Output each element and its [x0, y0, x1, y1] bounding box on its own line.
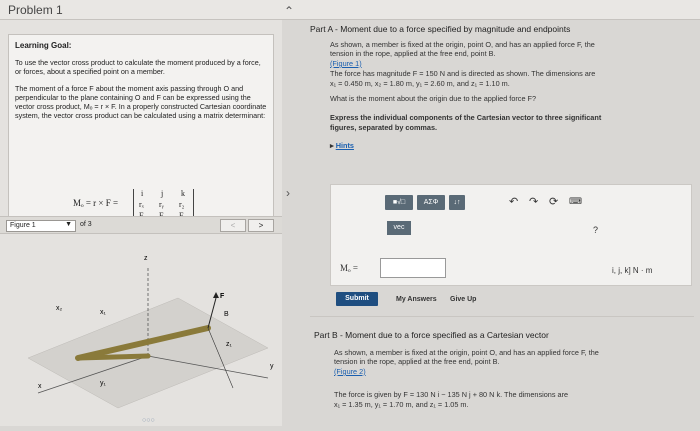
greek-symbols-button[interactable]: AΣΦ — [417, 195, 445, 210]
y1-label: y₁ — [100, 380, 106, 387]
redo-icon[interactable]: ↷ — [529, 196, 539, 208]
partA-instruction-1: Express the individual components of the Cartesian vector to three significant — [330, 113, 602, 122]
partB-title: Part B - Moment due to a force specified as a Cartesian vector — [314, 330, 549, 340]
matrix-cell: rₓ — [139, 200, 144, 209]
figure-select-value: Figure 1 — [10, 222, 36, 229]
keyboard-icon[interactable]: ⌨ — [569, 196, 582, 206]
partA-line3: The force has magnitude F = 150 N and is directed as shown. The dimensions are — [330, 69, 596, 78]
submit-button[interactable]: Submit — [336, 292, 378, 306]
learning-goal-heading: Learning Goal: — [15, 41, 72, 50]
partB-line3: The force is given by F = 130 N i − 135 N j + 80 N k. The dimensions are — [334, 390, 569, 399]
partB-line4: x₁ = 1.35 m, y₁ = 1.70 m, and z₁ = 1.05 m. — [334, 400, 469, 409]
learning-goal-box — [8, 34, 274, 224]
subscript-button[interactable]: ↓↑ — [449, 195, 465, 210]
collapse-up-icon[interactable]: ⌃ — [284, 4, 295, 18]
give-up-link[interactable]: Give Up — [450, 296, 477, 303]
force-arrow-head — [213, 292, 219, 298]
partA-line2: tension in the rope, applied at the free end, point B. — [330, 49, 496, 58]
answer-units: i, j, k] N · m — [612, 266, 653, 275]
moment-explanation: The moment of a force F about the moment axis passing through O and perpendicular to the plane containing O and F can be expressed using the vector cross product, Mₒ = r × F. In a properly constructed Cartesian coordinate system, the vector cross product can be calculated using a matrix determinant: — [15, 84, 267, 120]
hints-toggle[interactable] — [330, 141, 354, 150]
member-base — [78, 356, 148, 358]
pagination-dots[interactable]: ○○○ — [142, 417, 155, 424]
answer-input[interactable] — [380, 258, 446, 278]
next-figure-button[interactable]: > — [248, 219, 274, 232]
B-label: B — [224, 311, 229, 318]
y-label: y — [270, 363, 274, 370]
partA-line4: x₁ = 0.450 m, x₂ = 1.80 m, y₁ = 2.60 m, and z₁ = 1.10 m. — [330, 79, 510, 88]
z1-label: z₁ — [226, 341, 232, 348]
problem-figure — [8, 238, 278, 426]
reset-icon[interactable]: ⟳ — [549, 196, 559, 208]
problem-title: Problem 1 — [8, 3, 63, 17]
figure-select[interactable] — [6, 220, 76, 232]
x2-label: x₂ — [56, 305, 63, 312]
problem-header — [0, 0, 700, 20]
matrix-lhs: Mₒ = r × F = — [73, 198, 119, 208]
partB-line1: As shown, a member is fixed at the origin, point O, and has an applied force F, the — [334, 348, 599, 357]
hints-arrow-icon: ▸ — [330, 141, 336, 150]
partB-line2: tension in the rope, applied at the free end, point B. — [334, 357, 500, 366]
templates-button[interactable]: ■√□ — [385, 195, 413, 210]
x1-label: x₁ — [100, 309, 106, 316]
hints-link[interactable]: Hints — [335, 141, 354, 150]
matrix-cell: i — [141, 189, 144, 198]
my-answers-link[interactable]: My Answers — [396, 296, 437, 303]
partA-title: Part A - Moment due to a force specified by magnitude and endpoints — [310, 24, 571, 34]
z-label: z — [144, 255, 148, 262]
F-label: F — [220, 293, 225, 300]
matrix-cell: rᵧ — [159, 200, 164, 209]
member-diagram — [8, 238, 278, 426]
figure-count: of 3 — [80, 221, 92, 228]
prev-figure-button[interactable]: < — [220, 219, 246, 232]
partB-figure-link[interactable]: (Figure 2) — [334, 367, 366, 376]
partA-figure-link[interactable]: (Figure 1) — [330, 59, 362, 68]
matrix-cell: j — [161, 189, 164, 198]
left-panel — [0, 20, 282, 426]
partA-question: What is the moment about the origin due to the applied force F? — [330, 94, 537, 103]
matrix-cell: r₂ — [179, 200, 185, 209]
x-label: x — [38, 383, 42, 390]
partA-instruction-2: figures, separated by commas. — [330, 123, 438, 132]
answer-label: Mₒ = — [340, 263, 358, 273]
undo-icon[interactable]: ↶ — [509, 196, 519, 208]
matrix-cell: k — [181, 189, 185, 198]
learning-goal-text: To use the vector cross product to calculate the moment produced by a force, or forces, about a specified point on a member. — [15, 58, 261, 76]
figure-nav-bar — [0, 216, 282, 234]
chevron-down-icon: ▼ — [65, 221, 72, 228]
help-button[interactable]: ? — [593, 225, 599, 235]
part-divider — [310, 316, 694, 317]
vector-button[interactable]: vec — [387, 221, 411, 235]
partA-line1: As shown, a member is fixed at the origin, point O, and has an applied force F, the — [330, 40, 595, 49]
collapse-right-icon[interactable]: › — [286, 186, 290, 200]
